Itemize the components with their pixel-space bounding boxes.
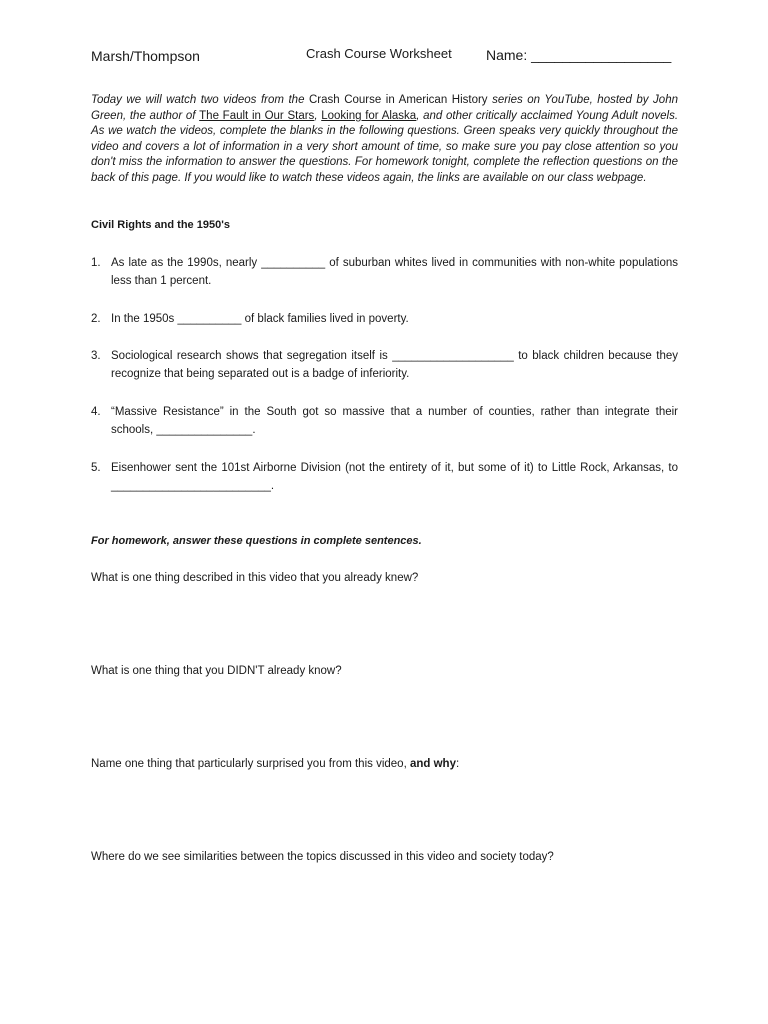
reflection-q3-text: Name one thing that particularly surprised you from this video, bbox=[91, 758, 410, 770]
intro-text-1: Today we will watch two videos from the bbox=[91, 94, 309, 106]
question-number: 3. bbox=[91, 350, 101, 362]
reflection-question-3 bbox=[91, 758, 459, 770]
question-text: “Massive Resistance” in the South got so massive that a number of counties, rather than integrate their schools, _______________. bbox=[111, 406, 678, 436]
intro-book-2: Looking for Alaska bbox=[321, 109, 417, 122]
question-text: In the 1950s __________ of black families lived in poverty. bbox=[111, 313, 409, 325]
reflection-question-1: What is one thing described in this video that you already knew? bbox=[91, 572, 419, 584]
reflection-q3-emphasis: and why bbox=[409, 758, 456, 770]
intro-text-2: series on YouTube, hosted by John Green, the author of bbox=[91, 94, 678, 122]
question-text: As late as the 1990s, nearly __________ of suburban whites lived in communities with non-white populations less than 1 percent. bbox=[111, 257, 678, 287]
question-2 bbox=[91, 310, 678, 328]
intro-series-name: Crash Course in American History bbox=[309, 94, 488, 106]
question-4 bbox=[91, 403, 678, 439]
question-3 bbox=[91, 347, 678, 383]
intro-paragraph bbox=[91, 93, 678, 187]
homework-title: For homework, answer these questions in complete sentences. bbox=[91, 535, 422, 547]
question-1 bbox=[91, 254, 678, 290]
question-number: 1. bbox=[91, 257, 101, 269]
worksheet-title: Crash Course Worksheet bbox=[306, 46, 452, 61]
question-number: 2. bbox=[91, 313, 101, 325]
question-number: 5. bbox=[91, 462, 101, 474]
question-text: Eisenhower sent the 101st Airborne Division (not the entirety of it, but some of it) to Little Rock, Arkansas, to _________________________. bbox=[111, 462, 678, 492]
author-names: Marsh/Thompson bbox=[91, 48, 200, 64]
question-text: Sociological research shows that segregation itself is ___________________ to black children because they recognize that being separated out is a badge of inferiority. bbox=[111, 350, 678, 380]
intro-text-4: , and other critically acclaimed Young Adult novels. As we watch the videos, complete the blanks in the following questions. Green speaks very quickly throughout the video and covers a lot of information in a very short amount of time, so make sure you pay close attention so you don't miss the information to answer the questions. For homework tonight, complete the reflection questions on the back of this page. If you would like to watch these videos again, the links are available on our class webpage. bbox=[91, 109, 679, 184]
intro-book-1: The Fault in Our Stars bbox=[199, 109, 315, 122]
reflection-q3-punct: : bbox=[455, 758, 460, 770]
document-header bbox=[91, 46, 691, 68]
reflection-question-4: Where do we see similarities between the topics discussed in this video and society today? bbox=[91, 851, 554, 863]
section-title: Civil Rights and the 1950's bbox=[91, 219, 230, 231]
intro-text-3: , bbox=[314, 109, 322, 122]
reflection-question-2: What is one thing that you DIDN'T already know? bbox=[91, 665, 342, 677]
question-number: 4. bbox=[91, 406, 101, 418]
name-field: Name: __________________ bbox=[486, 47, 672, 63]
question-5 bbox=[91, 459, 678, 495]
